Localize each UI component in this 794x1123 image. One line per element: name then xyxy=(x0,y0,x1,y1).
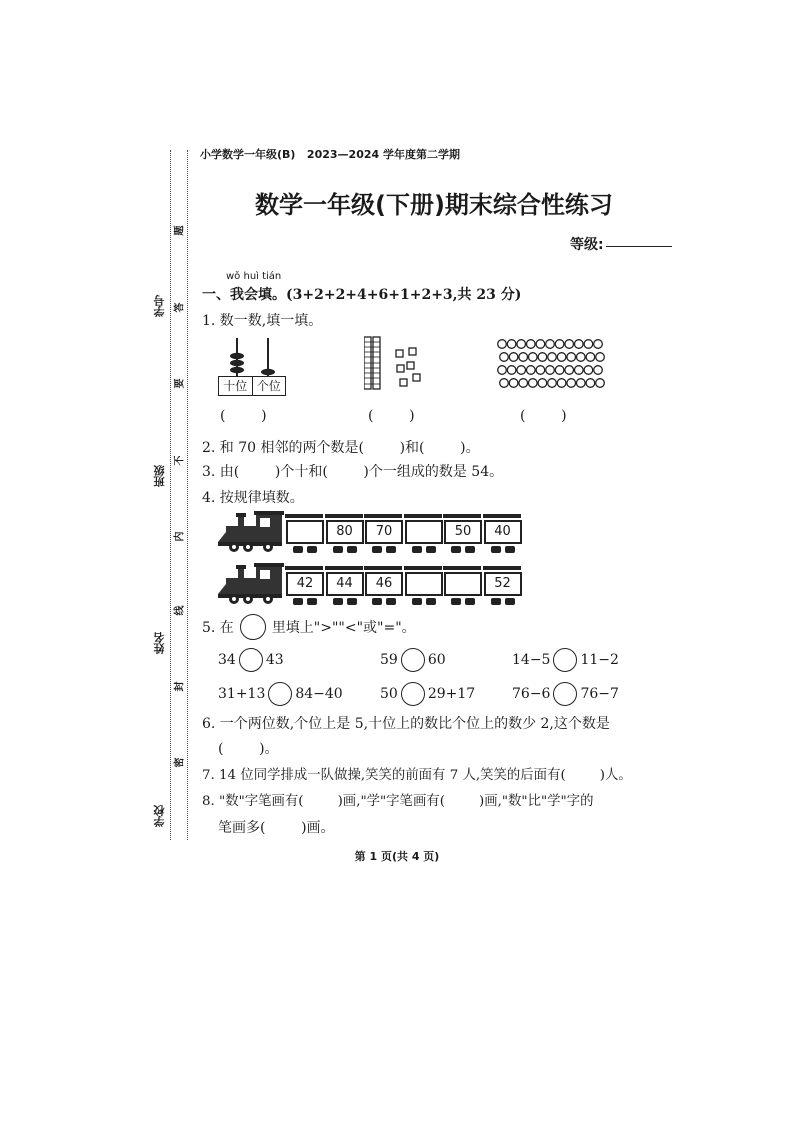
question-5-suffix: 里填上">""<"或"="。 xyxy=(271,620,416,636)
train-wheel xyxy=(451,598,461,605)
bead xyxy=(565,340,574,349)
bead xyxy=(538,353,547,362)
bead xyxy=(509,379,518,388)
bead xyxy=(517,366,526,375)
tens-rods-figure xyxy=(364,336,434,396)
train-car: 50 xyxy=(444,520,482,544)
bead xyxy=(567,353,576,362)
bead xyxy=(507,340,516,349)
bead xyxy=(596,353,605,362)
compare-item xyxy=(512,648,619,672)
compare-right: 60 xyxy=(427,652,446,668)
train-wheel xyxy=(333,598,343,605)
train-car: 70 xyxy=(365,520,403,544)
bead xyxy=(519,379,528,388)
train-wheel xyxy=(372,546,382,553)
train-car-roof xyxy=(364,566,402,570)
answer-circle[interactable] xyxy=(239,648,263,672)
notice-char: 封 xyxy=(174,681,186,692)
bead xyxy=(586,379,595,388)
bead xyxy=(500,379,509,388)
train-car[interactable] xyxy=(444,572,482,596)
bead xyxy=(536,340,545,349)
compare-left: 59 xyxy=(380,652,398,668)
train-wheel xyxy=(347,546,357,553)
bead xyxy=(575,366,584,375)
train-wheel xyxy=(491,546,501,553)
train-car: 80 xyxy=(326,520,364,544)
answer-blank-beads[interactable]: ( ) xyxy=(520,408,567,424)
notice-char: 密 xyxy=(174,757,186,768)
question-6-line-1: 6. 一个两位数,个位上是 5,十位上的数比个位上的数少 2,这个数是 xyxy=(202,716,610,732)
compare-left: 50 xyxy=(380,686,398,702)
bead xyxy=(577,379,586,388)
train-car-roof xyxy=(404,566,442,570)
page-number: 第 1 页(共 4 页) xyxy=(354,850,440,863)
train-car: 46 xyxy=(365,572,403,596)
train-wheel xyxy=(386,598,396,605)
question-5-prefix: 5. 在 xyxy=(202,620,234,636)
compare-item xyxy=(218,682,343,706)
answer-blank-abacus[interactable]: ( ) xyxy=(220,408,267,424)
train-car: 44 xyxy=(326,572,364,596)
bead xyxy=(557,379,566,388)
train-wheel xyxy=(307,598,317,605)
train-wheel xyxy=(307,546,317,553)
train-wheel xyxy=(293,598,303,605)
compare-right: 11−2 xyxy=(580,652,619,668)
notice-char: 内 xyxy=(174,531,186,542)
beads-figure xyxy=(496,338,606,394)
bead xyxy=(538,379,547,388)
section-pinyin: wǒ huì tián xyxy=(226,271,282,282)
compare-right: 43 xyxy=(265,652,284,668)
compare-left: 76−6 xyxy=(512,686,551,702)
train-car-roof xyxy=(285,566,323,570)
field-label-name: 姓名 xyxy=(153,632,166,654)
grade-label: 等级: xyxy=(570,237,604,253)
bead xyxy=(586,353,595,362)
train-car-roof xyxy=(325,566,363,570)
train-wheel xyxy=(426,598,436,605)
notice-char: 题 xyxy=(174,225,186,236)
compare-item xyxy=(512,682,619,706)
bead xyxy=(555,366,564,375)
bead xyxy=(577,353,586,362)
train-car-roof xyxy=(483,514,521,518)
bead xyxy=(594,366,603,375)
train-car-roof xyxy=(483,566,521,570)
bead xyxy=(548,379,557,388)
train-wheel xyxy=(412,546,422,553)
grade-blank[interactable] xyxy=(606,246,672,247)
question-8-line-2: 笔画多( )画。 xyxy=(218,820,335,836)
train-wheel xyxy=(465,598,475,605)
train-wheel xyxy=(465,546,475,553)
train-wheel xyxy=(412,598,422,605)
bead xyxy=(529,353,538,362)
answer-blank-rods[interactable]: ( ) xyxy=(368,408,415,424)
answer-circle[interactable] xyxy=(553,648,577,672)
train-wheel xyxy=(505,598,515,605)
compare-item xyxy=(380,648,446,672)
train-row-1 xyxy=(216,508,516,554)
bead xyxy=(529,379,538,388)
notice-char: 不 xyxy=(174,455,186,466)
bead xyxy=(536,366,545,375)
bead xyxy=(557,353,566,362)
compare-right: 84−40 xyxy=(295,686,343,702)
notice-char: 线 xyxy=(174,605,186,616)
train-car: 42 xyxy=(286,572,324,596)
train-wheel xyxy=(333,546,343,553)
question-4: 4. 按规律填数。 xyxy=(202,490,304,506)
train-car: 40 xyxy=(484,520,522,544)
train-wheel xyxy=(372,598,382,605)
compare-right: 29+17 xyxy=(427,686,476,702)
bead xyxy=(527,340,536,349)
train-wheel xyxy=(293,546,303,553)
locomotive-icon xyxy=(216,508,284,554)
bead xyxy=(498,366,507,375)
field-label-class: 班级 xyxy=(153,465,166,487)
train-car[interactable] xyxy=(405,520,443,544)
train-car-roof xyxy=(325,514,363,518)
train-car: 52 xyxy=(484,572,522,596)
bead xyxy=(548,353,557,362)
binding-line-outer xyxy=(170,150,171,840)
bead xyxy=(517,340,526,349)
bead xyxy=(567,379,576,388)
train-car-roof xyxy=(404,514,442,518)
train-wheel xyxy=(491,598,501,605)
notice-char: 要 xyxy=(174,378,186,389)
question-3: 3. 由( )个十和( )个一组成的数是 54。 xyxy=(202,464,504,480)
bead xyxy=(584,366,593,375)
train-row-2 xyxy=(216,560,516,606)
train-car-roof xyxy=(285,514,323,518)
question-2: 2. 和 70 相邻的两个数是( )和( )。 xyxy=(202,440,480,456)
bead xyxy=(596,379,605,388)
compare-left: 31+13 xyxy=(218,686,266,702)
binding-line-inner xyxy=(187,150,188,840)
bead xyxy=(507,366,516,375)
train-wheel xyxy=(386,546,396,553)
compare-item xyxy=(380,682,475,706)
train-car[interactable] xyxy=(286,520,324,544)
locomotive-icon xyxy=(216,560,284,606)
answer-circle[interactable] xyxy=(401,682,425,706)
field-label-school: 学校 xyxy=(153,805,166,827)
page-title: 数学一年级(下册)期末综合性练习 xyxy=(255,191,613,219)
train-wheel xyxy=(347,598,357,605)
field-label-student-number: 学号 xyxy=(153,295,166,317)
bead xyxy=(527,366,536,375)
header-meta: 小学数学一年级(B) 2023—2024 学年度第二学期 xyxy=(200,148,460,161)
train-car-roof xyxy=(443,514,481,518)
question-8-line-1: 8. "数"字笔画有( )画,"学"字笔画有( )画,"数"比"学"字的 xyxy=(202,794,594,809)
compare-left: 34 xyxy=(218,652,236,668)
bead xyxy=(594,340,603,349)
answer-circle[interactable] xyxy=(268,682,292,706)
bead xyxy=(509,353,518,362)
answer-circle[interactable] xyxy=(401,648,425,672)
question-1: 1. 数一数,填一填。 xyxy=(202,313,323,329)
train-car-roof xyxy=(443,566,481,570)
question-6-line-2: ( )。 xyxy=(218,741,279,757)
bead xyxy=(500,353,509,362)
section-heading: 一、我会填。(3+2+2+4+6+1+2+3,共 23 分) xyxy=(202,287,522,303)
bead xyxy=(565,366,574,375)
abacus-tens-label: 十位 xyxy=(219,377,253,395)
train-car[interactable] xyxy=(405,572,443,596)
bead xyxy=(546,366,555,375)
train-wheel xyxy=(505,546,515,553)
bead xyxy=(575,340,584,349)
abacus-figure xyxy=(218,336,286,396)
question-5 xyxy=(202,614,416,640)
compare-left: 14−5 xyxy=(512,652,551,668)
notice-char: 答 xyxy=(174,302,186,313)
bead xyxy=(555,340,564,349)
bead xyxy=(519,353,528,362)
bead xyxy=(584,340,593,349)
train-wheel xyxy=(451,546,461,553)
train-car-roof xyxy=(364,514,402,518)
question-7: 7. 14 位同学排成一队做操,笑笑的前面有 7 人,笑笑的后面有( )人。 xyxy=(202,768,632,783)
compare-right: 76−7 xyxy=(580,686,619,702)
compare-circle-icon xyxy=(240,614,266,640)
bead xyxy=(546,340,555,349)
bead xyxy=(498,340,507,349)
compare-item xyxy=(218,648,284,672)
answer-circle[interactable] xyxy=(553,682,577,706)
abacus-ones-label: 个位 xyxy=(256,379,281,393)
train-wheel xyxy=(426,546,436,553)
